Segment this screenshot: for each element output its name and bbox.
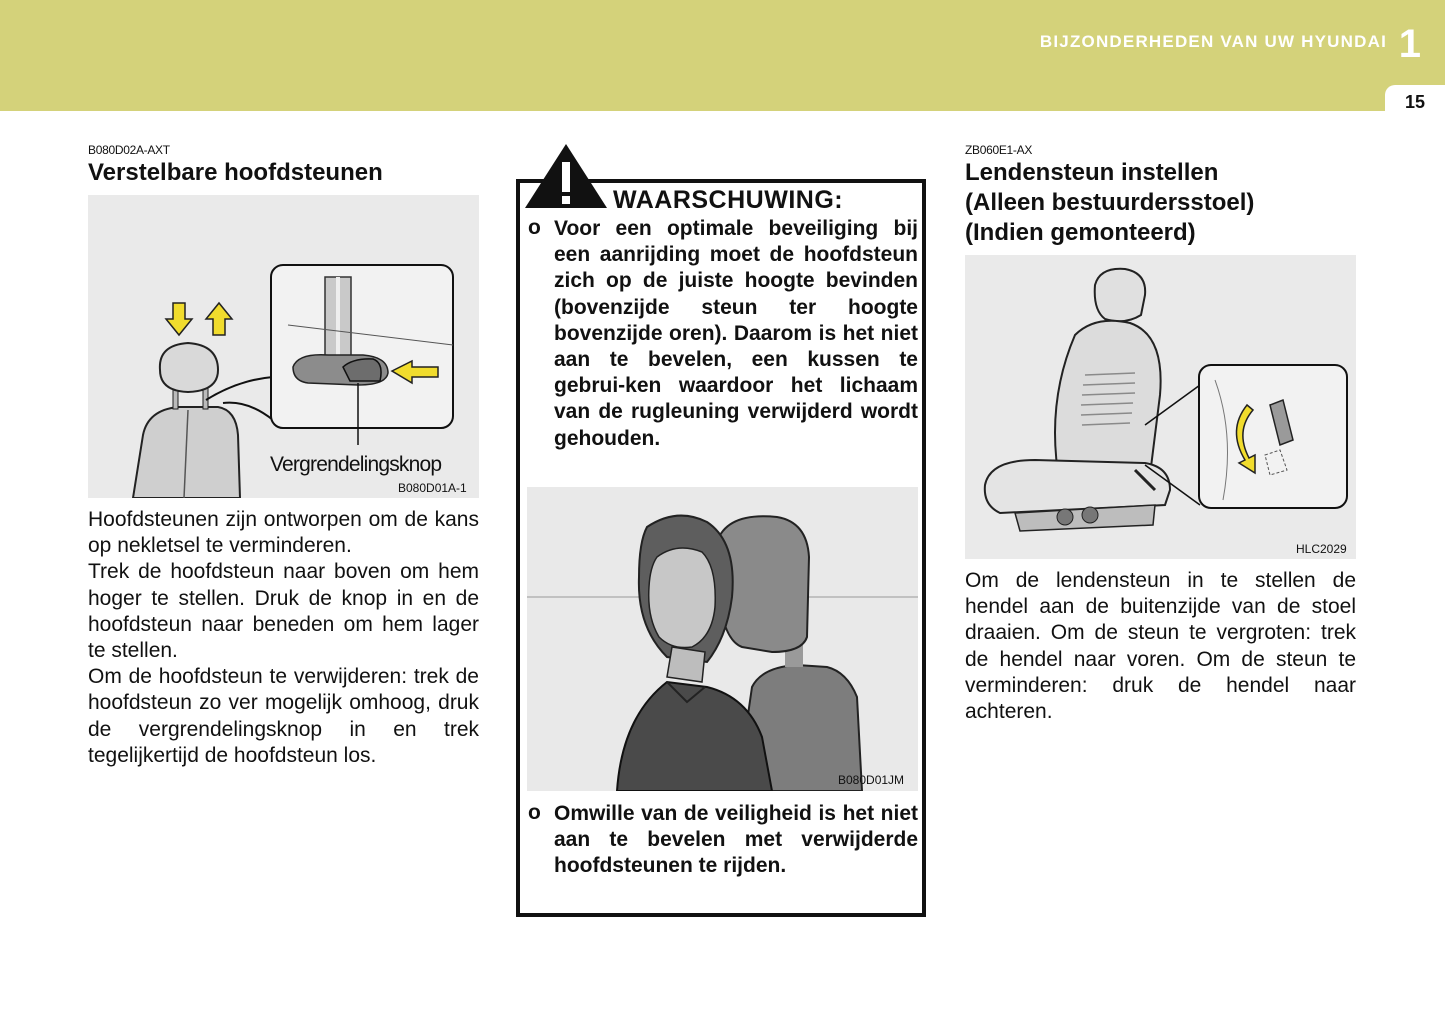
page-number: 15 — [1404, 92, 1425, 112]
heading-lumbar-line-2: (Alleen bestuurdersstoel) — [965, 189, 1255, 216]
heading-lumbar-line-1: Lendensteun instellen — [965, 159, 1219, 186]
figure-code-left: B080D01A-1 — [398, 481, 467, 495]
warning-triangle-icon — [523, 142, 609, 210]
body-text-lumbar — [965, 568, 1356, 725]
figure-code-center: B080D01JM — [838, 773, 905, 787]
lumbar-seat-illustration — [965, 255, 1356, 559]
figure-code-right: HLC2029 — [1296, 542, 1347, 556]
warning-item-2: Omwille van de veiligheid is het niet aan te bevelen met verwijderde hoofdsteunen te rijden. — [554, 802, 918, 878]
paragraph: Om de hoofdsteun te verwijderen: trek de hoofdsteun zo ver mogelijk omhoog, druk de vergrendelingsknop in en trek tegelijkertijd de hoofdsteun los. — [88, 665, 479, 767]
bullet-marker: o — [528, 801, 541, 824]
paragraph: Trek de hoofdsteun naar boven om hem hoger te stellen. Druk de knop in en de hoofdsteun naar beneden om hem lager te stellen. — [88, 560, 479, 663]
headrest-figure — [88, 195, 479, 498]
chapter-title: BIJZONDERHEDEN VAN UW HYUNDAI — [1039, 32, 1387, 51]
chapter-number: 1 — [1398, 22, 1421, 66]
section-code-left: B080D02A-AXT — [88, 143, 170, 157]
body-text-headrests — [88, 507, 479, 769]
warning-title: WAARSCHUWING: — [613, 186, 844, 214]
bullet-marker: o — [528, 216, 541, 239]
paragraph: Hoofdsteunen zijn ontworpen om de kans op nekletsel te verminderen. — [88, 508, 479, 558]
lumbar-figure — [965, 255, 1356, 559]
woman-headrest-illustration — [527, 487, 918, 791]
woman-headrest-figure — [527, 487, 918, 791]
paragraph: Om de lendensteun in te stellen de hendel aan de buitenzijde van de stoel draaien. Om de steun te vergroten: trek de hendel naar voren. Om de steun te verminderen: druk de hendel naar achteren. — [965, 569, 1356, 724]
heading-headrests: Verstelbare hoofdsteunen — [88, 159, 383, 186]
header-band — [0, 0, 1445, 111]
figure-label-lock-button: Vergrendelingsknop — [270, 453, 442, 476]
heading-lumbar-line-3: (Indien gemonteerd) — [965, 219, 1196, 246]
warning-item-1: Voor een optimale beveiliging bij een aanrijding moet de hoofdsteun zich op de juiste hoogte bevinden (bovenzijde steun ter hoogte bovenzijde oren). Daarom is het niet aan te bevelen, een kussen te gebrui-ken waardoor het lichaam van de rugleuning verwijderd wordt gehouden. — [554, 217, 918, 450]
section-code-right: ZB060E1-AX — [965, 143, 1033, 157]
